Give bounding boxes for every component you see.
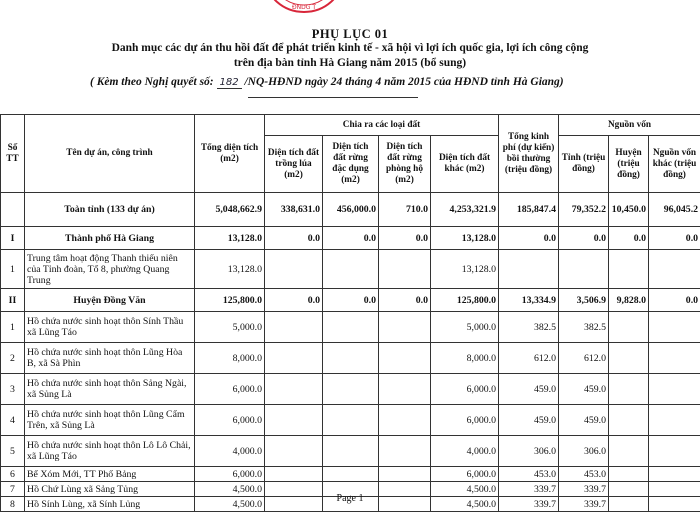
- cell-project-name: Bể Xóm Mới, TT Phố Bảng: [25, 467, 195, 482]
- cell-protection: [379, 405, 431, 436]
- cell-stt: 4: [1, 405, 25, 436]
- cell-rice: [265, 250, 323, 289]
- table-row: [1, 405, 700, 436]
- cell-province: 453.0: [559, 467, 609, 482]
- cell-comp: 0.0: [499, 227, 559, 250]
- cell-protection: [379, 374, 431, 405]
- header-land-types: Chia ra các loại đất: [265, 115, 499, 136]
- cell-province: 0.0: [559, 227, 609, 250]
- cell-stt: I: [1, 227, 25, 250]
- header-name: Tên dự án, công trình: [25, 115, 195, 193]
- summary-row: [1, 193, 700, 227]
- cell-project-name: Toàn tỉnh (133 dự án): [25, 193, 195, 227]
- cell-province: 79,352.2: [559, 193, 609, 227]
- cell-province: 459.0: [559, 374, 609, 405]
- cell-total: 8,000.0: [195, 343, 265, 374]
- cell-other-funds: [649, 374, 700, 405]
- cell-other: 4,253,321.9: [431, 193, 499, 227]
- cell-other-funds: [649, 405, 700, 436]
- header-province: Tỉnh (triệu đồng): [559, 136, 609, 193]
- cell-other-funds: 0.0: [649, 227, 700, 250]
- cell-project-name: Huyện Đồng Văn: [25, 289, 195, 312]
- reference-underline: [248, 97, 418, 98]
- cell-other: 13,128.0: [431, 227, 499, 250]
- seal-text: ĐNDG T: [292, 4, 316, 11]
- cell-special: [323, 405, 379, 436]
- group-row: [1, 289, 700, 312]
- cell-project-name: Hồ chứa nước sinh hoạt thôn Lũng Cẩm Trên, xã Sủng Là: [25, 405, 195, 436]
- cell-district: 10,450.0: [609, 193, 649, 227]
- header-total-area: Tổng diện tích (m2): [195, 115, 265, 193]
- cell-rice: [265, 467, 323, 482]
- cell-rice: 338,631.0: [265, 193, 323, 227]
- cell-rice: [265, 405, 323, 436]
- cell-total: 6,000.0: [195, 374, 265, 405]
- cell-stt: 1: [1, 312, 25, 343]
- cell-total: 5,000.0: [195, 312, 265, 343]
- cell-district: [609, 436, 649, 467]
- cell-total: 5,048,662.9: [195, 193, 265, 227]
- header-rice: Diện tích đất trồng lúa (m2): [265, 136, 323, 193]
- cell-district: [609, 374, 649, 405]
- cell-comp: 612.0: [499, 343, 559, 374]
- group-row: [1, 227, 700, 250]
- cell-province: 306.0: [559, 436, 609, 467]
- document-subtitle-line1: Danh mục các dự án thu hồi đất để phát triển kinh tế - xã hội vì lợi ích quốc gia, lợi ích công cộng: [0, 42, 700, 54]
- resolution-reference: [90, 76, 650, 89]
- table-row: [1, 374, 700, 405]
- header-funding: Nguồn vốn: [559, 115, 700, 136]
- cell-total: 4,500.0: [195, 497, 265, 512]
- cell-total: 13,128.0: [195, 227, 265, 250]
- cell-other-funds: 0.0: [649, 289, 700, 312]
- cell-other: 6,000.0: [431, 374, 499, 405]
- cell-comp: 13,334.9: [499, 289, 559, 312]
- cell-comp: 453.0: [499, 467, 559, 482]
- cell-province: 382.5: [559, 312, 609, 343]
- cell-total: 4,000.0: [195, 436, 265, 467]
- cell-total: 13,128.0: [195, 250, 265, 289]
- cell-other: 13,128.0: [431, 250, 499, 289]
- cell-special: 456,000.0: [323, 193, 379, 227]
- cell-comp: 339.7: [499, 482, 559, 497]
- header-other-land: Diện tích đất khác (m2): [431, 136, 499, 193]
- cell-rice: 0.0: [265, 289, 323, 312]
- cell-province: 339.7: [559, 497, 609, 512]
- cell-other-funds: [649, 343, 700, 374]
- cell-project-name: Hồ Sính Lùng, xã Sính Lủng: [25, 497, 195, 512]
- cell-special: [323, 467, 379, 482]
- cell-project-name: Hồ chứa nước sinh hoạt thôn Sảng Ngài, xã Sủng Là: [25, 374, 195, 405]
- cell-comp: 185,847.4: [499, 193, 559, 227]
- cell-protection: [379, 436, 431, 467]
- table-row: [1, 250, 700, 289]
- cell-district: [609, 405, 649, 436]
- cell-district: [609, 343, 649, 374]
- cell-other: 4,000.0: [431, 436, 499, 467]
- cell-comp: 459.0: [499, 405, 559, 436]
- cell-rice: [265, 436, 323, 467]
- cell-rice: [265, 374, 323, 405]
- cell-rice: [265, 312, 323, 343]
- cell-rice: 0.0: [265, 227, 323, 250]
- header-compensation: Tổng kinh phí (dự kiến) bồi thường (triệu đồng): [499, 115, 559, 193]
- cell-other: 6,000.0: [431, 405, 499, 436]
- cell-comp: 382.5: [499, 312, 559, 343]
- cell-total: 125,800.0: [195, 289, 265, 312]
- cell-stt: 8: [1, 497, 25, 512]
- cell-project-name: Thành phố Hà Giang: [25, 227, 195, 250]
- cell-district: 9,828.0: [609, 289, 649, 312]
- cell-special: [323, 343, 379, 374]
- reference-prefix: ( Kèm theo Nghị quyết số:: [90, 76, 217, 88]
- land-recovery-table: [0, 114, 700, 512]
- cell-special: [323, 250, 379, 289]
- cell-other-funds: [649, 467, 700, 482]
- cell-special: [323, 312, 379, 343]
- cell-comp: 306.0: [499, 436, 559, 467]
- cell-other: 5,000.0: [431, 312, 499, 343]
- cell-project-name: Hồ chứa nước sinh hoạt thôn Sính Thầu xã Lũng Táo: [25, 312, 195, 343]
- cell-special: 0.0: [323, 289, 379, 312]
- table-row: [1, 467, 700, 482]
- cell-other-funds: [649, 436, 700, 467]
- cell-rice: [265, 343, 323, 374]
- cell-protection: 0.0: [379, 227, 431, 250]
- page-footer: Page 1: [0, 493, 700, 504]
- cell-protection: [379, 467, 431, 482]
- header-special-forest: Diện tích đất rừng đặc dụng (m2): [323, 136, 379, 193]
- cell-other: 4,500.0: [431, 482, 499, 497]
- cell-project-name: Hồ chứa nước sinh hoạt thôn Lô Lô Chải, xã Lũng Táo: [25, 436, 195, 467]
- header-district: Huyện (triệu đồng): [609, 136, 649, 193]
- cell-other-funds: 96,045.2: [649, 193, 700, 227]
- cell-stt: 5: [1, 436, 25, 467]
- cell-district: [609, 250, 649, 289]
- cell-protection: [379, 250, 431, 289]
- cell-other: 8,000.0: [431, 343, 499, 374]
- cell-stt: 6: [1, 467, 25, 482]
- document-subtitle-line2: trên địa bàn tỉnh Hà Giang năm 2015 (bổ sung): [0, 57, 700, 69]
- cell-protection: [379, 343, 431, 374]
- cell-stt: 3: [1, 374, 25, 405]
- cell-other: 125,800.0: [431, 289, 499, 312]
- cell-stt: [1, 193, 25, 227]
- cell-protection: 0.0: [379, 289, 431, 312]
- cell-total: 6,000.0: [195, 467, 265, 482]
- cell-protection: 710.0: [379, 193, 431, 227]
- cell-province: 612.0: [559, 343, 609, 374]
- header-other-funds: Nguồn vốn khác (triệu đồng): [649, 136, 700, 193]
- cell-district: 0.0: [609, 227, 649, 250]
- cell-other-funds: [649, 312, 700, 343]
- cell-project-name: Hồ chứa nước sinh hoạt thôn Lũng Hòa B, xã Sà Phìn: [25, 343, 195, 374]
- cell-total: 6,000.0: [195, 405, 265, 436]
- table-row: [1, 343, 700, 374]
- cell-special: [323, 436, 379, 467]
- cell-province: [559, 250, 609, 289]
- cell-district: [609, 312, 649, 343]
- cell-province: 459.0: [559, 405, 609, 436]
- official-seal: [264, 0, 344, 14]
- header-stt: Số TT: [1, 115, 25, 193]
- cell-province: 3,506.9: [559, 289, 609, 312]
- cell-stt: II: [1, 289, 25, 312]
- cell-stt: 1: [1, 250, 25, 289]
- cell-comp: 459.0: [499, 374, 559, 405]
- document-title: PHỤ LỤC 01: [0, 27, 700, 42]
- cell-project-name: Hồ Chứ Lùng xã Sảng Tủng: [25, 482, 195, 497]
- cell-comp: 339.7: [499, 497, 559, 512]
- cell-special: 0.0: [323, 227, 379, 250]
- cell-protection: [379, 312, 431, 343]
- reference-suffix: /NQ-HĐND ngày 24 tháng 4 năm 2015 của HĐND tỉnh Hà Giang): [242, 76, 564, 88]
- cell-total: 4,500.0: [195, 482, 265, 497]
- cell-other: 4,500.0: [431, 497, 499, 512]
- table-row: [1, 312, 700, 343]
- cell-other-funds: [649, 250, 700, 289]
- cell-other: 6,000.0: [431, 467, 499, 482]
- cell-special: [323, 374, 379, 405]
- cell-comp: [499, 250, 559, 289]
- resolution-number: 182: [217, 77, 242, 89]
- cell-stt: 7: [1, 482, 25, 497]
- cell-stt: 2: [1, 343, 25, 374]
- cell-district: [609, 467, 649, 482]
- header-protection-forest: Diện tích đất rừng phòng hộ (m2): [379, 136, 431, 193]
- cell-province: 339.7: [559, 482, 609, 497]
- table-row: [1, 436, 700, 467]
- cell-project-name: Trung tâm hoạt động Thanh thiếu niên của Tỉnh đoàn, Tổ 8, phường Quang Trung: [25, 250, 195, 289]
